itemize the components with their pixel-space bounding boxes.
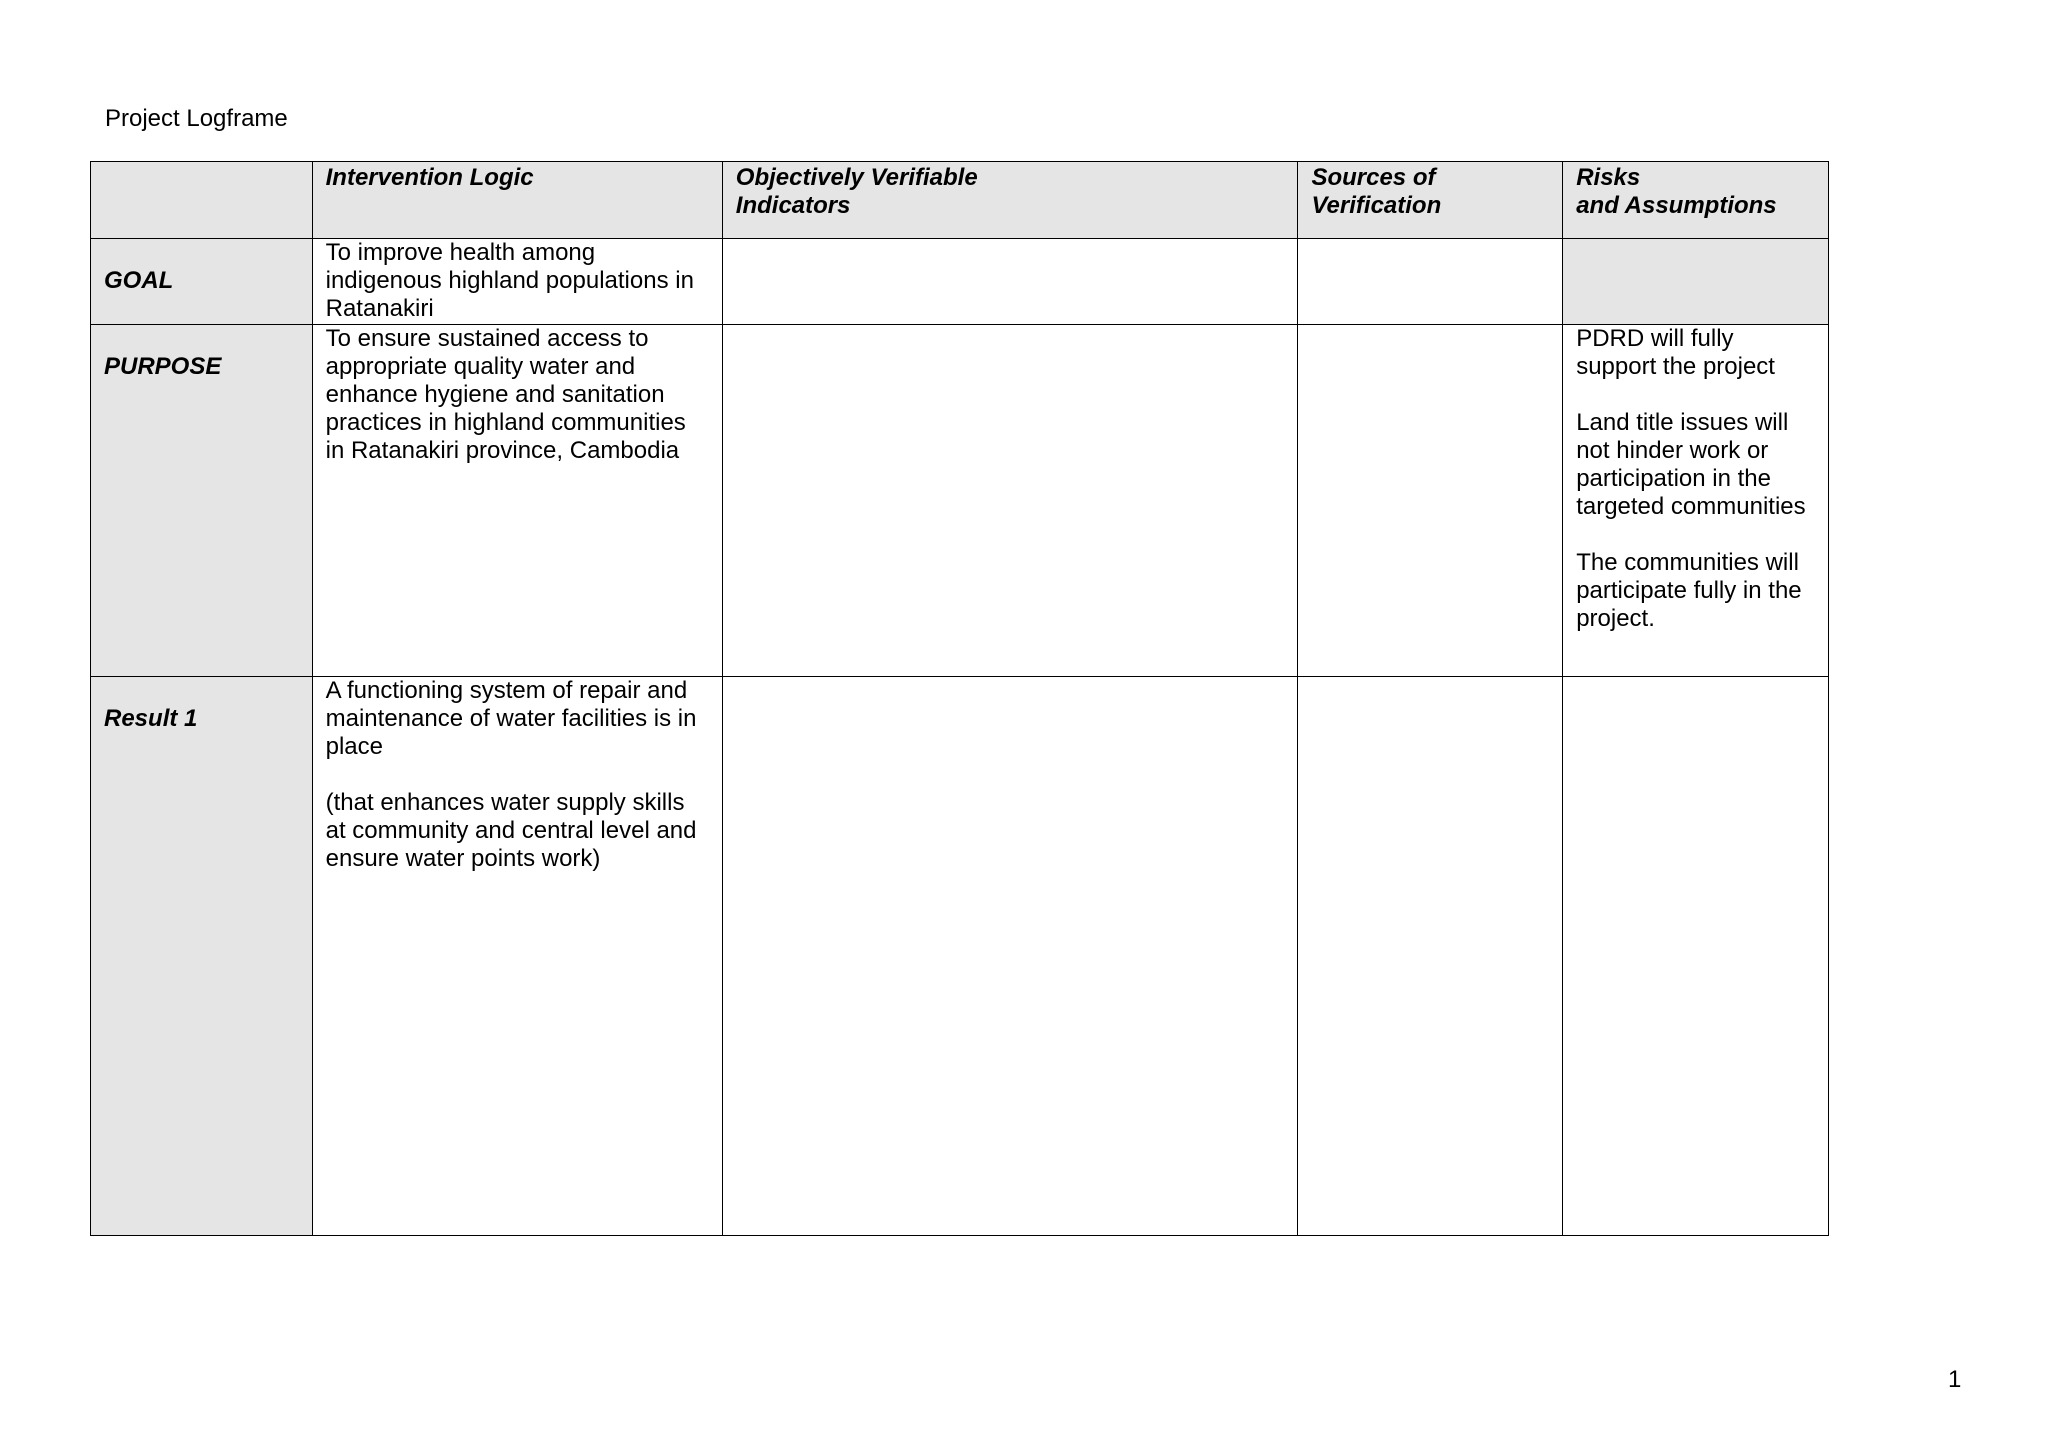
- logframe-table: [90, 161, 1829, 1236]
- purpose-row: [91, 325, 1829, 677]
- header-row: [91, 162, 1829, 239]
- page-number: 1: [1948, 1366, 1962, 1393]
- goal-risks: [1563, 239, 1829, 325]
- purpose-row-label: PURPOSE: [91, 325, 313, 677]
- header-risks-and-assumptions: Risks and Assumptions: [1563, 162, 1829, 239]
- document-title: Project Logframe: [105, 105, 288, 132]
- goal-row-label: GOAL: [91, 239, 313, 325]
- purpose-risks: PDRD will fully support the project Land title issues will not hinder work or participation in the targeted communities The communities will participate fully in the project.: [1563, 325, 1829, 677]
- purpose-intervention-logic: To ensure sustained access to appropriate quality water and enhance hygiene and sanitation practices in highland communities in Ratanakiri province, Cambodia: [312, 325, 722, 677]
- purpose-sources: [1298, 325, 1563, 677]
- result1-sources: [1298, 677, 1563, 1236]
- goal-intervention-logic: To improve health among indigenous highland populations in Ratanakiri: [312, 239, 722, 325]
- result1-risks: [1563, 677, 1829, 1236]
- header-blank-cell: [91, 162, 313, 239]
- result1-intervention-logic: A functioning system of repair and maintenance of water facilities is in place (that enhances water supply skills at community and central level and ensure water points work): [312, 677, 722, 1236]
- result1-indicators: [722, 677, 1298, 1236]
- purpose-indicators: [722, 325, 1298, 677]
- goal-row: [91, 239, 1829, 325]
- result1-row: [91, 677, 1829, 1236]
- result1-row-label: Result 1: [91, 677, 313, 1236]
- header-intervention-logic: Intervention Logic: [312, 162, 722, 239]
- goal-indicators: [722, 239, 1298, 325]
- goal-sources: [1298, 239, 1563, 325]
- header-sources-of-verification: Sources of Verification: [1298, 162, 1563, 239]
- header-indicators: Objectively Verifiable Indicators: [722, 162, 1298, 239]
